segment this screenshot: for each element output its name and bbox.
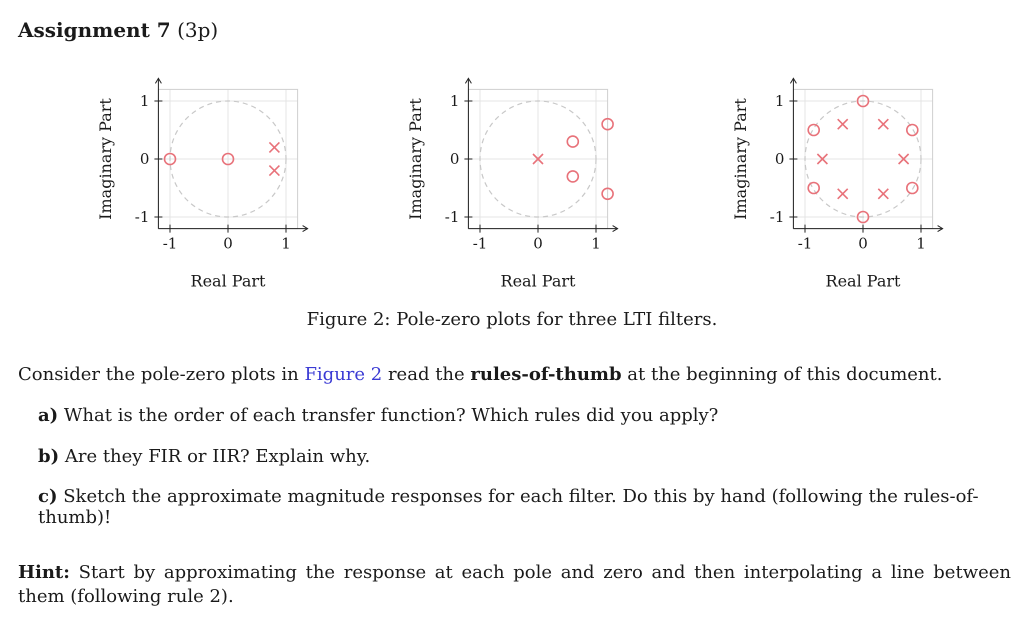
zero-marker: [567, 136, 578, 147]
x-tick-label: 0: [533, 234, 543, 253]
intro-bold: rules-of-thumb: [470, 364, 622, 385]
assignment-heading: [18, 18, 218, 42]
assignment-title: Assignment 7: [18, 18, 171, 42]
intro-paragraph: [18, 364, 942, 385]
question-c-label: c): [38, 486, 58, 507]
y-tick-label: 1: [449, 92, 460, 110]
x-tick-label: -1: [797, 234, 813, 253]
pole-marker: [838, 119, 848, 129]
plot-1-svg: [95, 80, 395, 290]
y-tick-label: -1: [134, 208, 150, 226]
pole-marker: [269, 142, 279, 152]
zero-marker: [808, 125, 819, 136]
pole-marker: [269, 166, 279, 176]
x-tick-label: 1: [591, 234, 601, 253]
y-tick-label: 0: [139, 150, 150, 168]
x-tick-label: -1: [472, 234, 488, 253]
y-tick-label: -1: [769, 208, 785, 226]
question-c: [38, 486, 1024, 528]
pole-zero-plot-3: [730, 80, 1024, 290]
pole-marker: [878, 189, 888, 199]
plot-2-svg: [405, 80, 705, 290]
x-axis-label: Real Part: [825, 271, 901, 291]
question-b-text: Are they FIR or IIR? Explain why.: [64, 446, 371, 467]
x-axis-label: Real Part: [500, 271, 576, 291]
x-tick-label: 1: [916, 234, 926, 253]
figure-link[interactable]: Figure 2: [304, 364, 383, 385]
intro-text-3: at the beginning of this document.: [621, 364, 943, 385]
assignment-points: (3p): [177, 18, 219, 42]
question-b-label: b): [38, 446, 60, 467]
hint-text: Start by approximating the response at each pole and zero and then interpolating a line between them (following rule 2).: [18, 562, 1011, 607]
y-axis-label: Imaginary Part: [96, 98, 115, 220]
question-a-text: What is the order of each transfer function? Which rules did you apply?: [63, 405, 719, 426]
figure-caption: Figure 2: Pole-zero plots for three LTI filters.: [306, 309, 718, 330]
y-tick-label: -1: [444, 208, 460, 226]
pole-marker: [878, 119, 888, 129]
zero-marker: [907, 125, 918, 136]
question-a: [38, 405, 718, 426]
plot-3-svg: [730, 80, 1024, 290]
question-b: [38, 446, 370, 467]
y-axis-label: Imaginary Part: [406, 98, 425, 220]
intro-text-1: Consider the pole-zero plots in: [18, 364, 305, 385]
x-tick-label: -1: [162, 234, 178, 253]
zero-marker: [567, 171, 578, 182]
y-tick-label: 0: [774, 150, 785, 168]
pole-zero-plot-1: [95, 80, 395, 290]
hint-paragraph: [18, 561, 1011, 609]
zero-marker: [907, 183, 918, 194]
y-tick-label: 1: [774, 92, 785, 110]
x-axis-label: Real Part: [190, 271, 266, 291]
y-axis-label: Imaginary Part: [731, 98, 750, 220]
question-c-text: Sketch the approximate magnitude responses for each filter. Do this by hand (following the rules-of-thumb)!: [38, 486, 979, 528]
y-tick-label: 0: [449, 150, 460, 168]
x-tick-label: 1: [281, 234, 291, 253]
hint-label: Hint:: [18, 562, 70, 583]
pole-zero-plot-2: [405, 80, 705, 290]
pole-marker: [838, 189, 848, 199]
x-tick-label: 0: [223, 234, 233, 253]
question-a-label: a): [38, 405, 59, 426]
y-tick-label: 1: [139, 92, 150, 110]
zero-marker: [808, 183, 819, 194]
intro-text-2: read the: [382, 364, 471, 385]
x-tick-label: 0: [858, 234, 868, 253]
